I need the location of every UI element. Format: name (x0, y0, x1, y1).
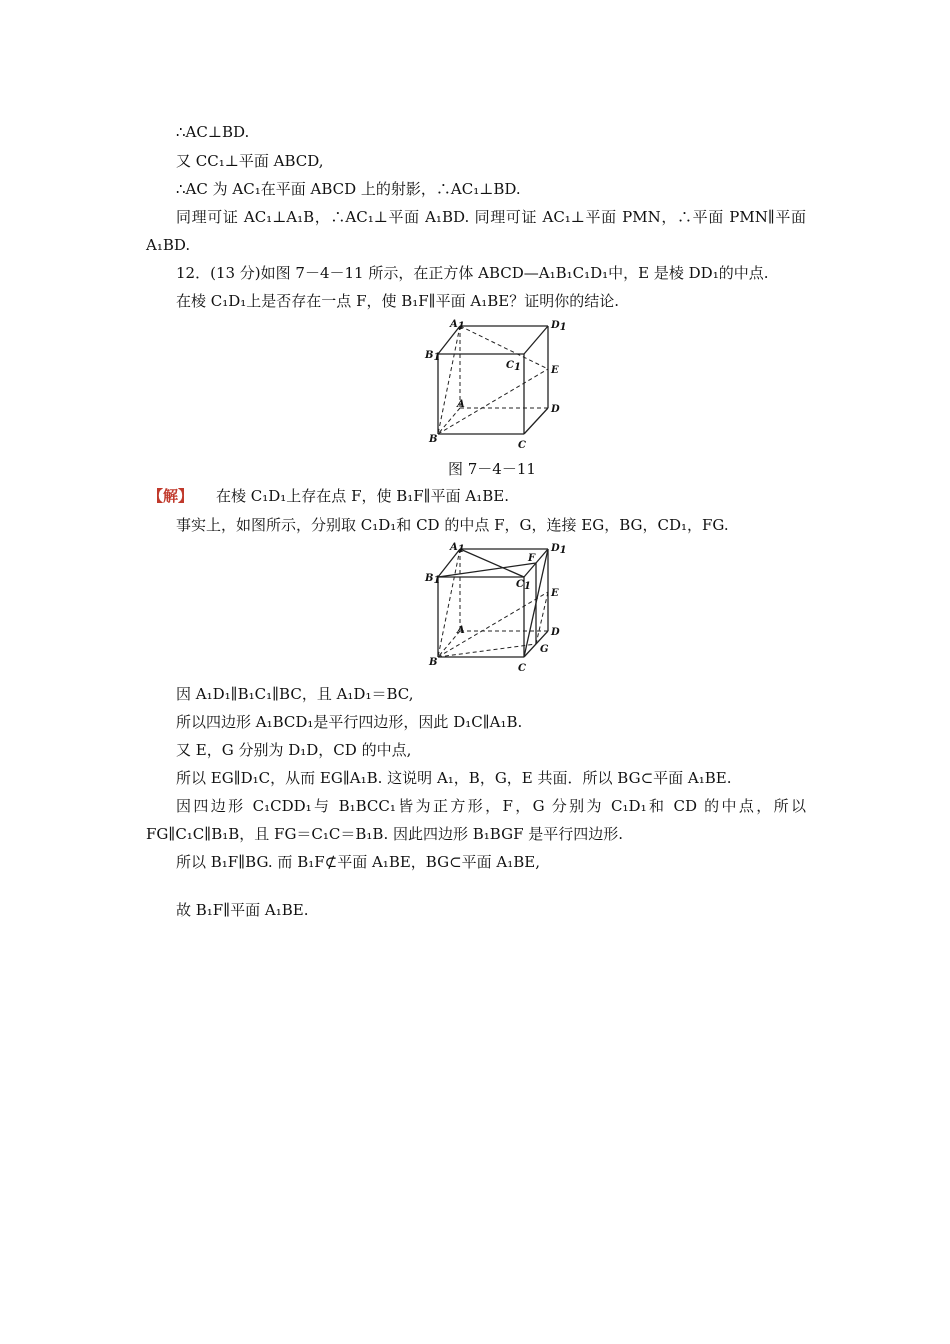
label-G: G (540, 644, 549, 655)
label-E: E (551, 588, 559, 599)
solution-line (148, 486, 509, 506)
label-A: A (457, 399, 465, 410)
solution-label: 【解】 (148, 487, 194, 505)
label-C: C (518, 440, 526, 451)
conclusion-line: 故 B₁F∥平面 A₁BE. (176, 901, 309, 919)
problem-12-question: 在棱 C₁D₁上是否存在一点 F，使 B₁F∥平面 A₁BE？证明你的结论. (176, 292, 619, 310)
label-D: D (551, 404, 560, 415)
figure-caption: 图 7－4－11 (448, 460, 536, 478)
label-E: E (551, 365, 559, 376)
text-line-10: 因 A₁D₁∥B₁C₁∥BC，且 A₁D₁＝BC, (176, 685, 414, 703)
text-line-1: ∴AC⊥BD. (176, 123, 250, 141)
text-line-5: A₁BD. (146, 236, 191, 254)
label-B1: B1 (425, 573, 441, 586)
text-line-9: 事实上，如图所示，分别取 C₁D₁和 CD 的中点 F，G，连接 EG，BG，CD₁，FG. (176, 516, 729, 534)
label-A1: A1 (450, 542, 465, 555)
text-line-14: 因四边形 C₁CDD₁与 B₁BCC₁皆为正方形，F，G 分别为 C₁D₁和 CD 的中点，所以 (176, 797, 806, 815)
label-C1: C1 (516, 579, 531, 592)
label-D: D (551, 627, 560, 638)
text-line-15: FG∥C₁C∥B₁B，且 FG＝C₁C＝B₁B. 因此四边形 B₁BGF 是平行四边形. (146, 825, 624, 843)
label-F: F (528, 553, 536, 564)
label-B: B (429, 434, 438, 445)
label-D1: D1 (551, 543, 567, 556)
text-line-13: 所以 EG∥D₁C，从而 EG∥A₁B. 这说明 A₁，B，G，E 共面．所以 BG⊂平面 A₁BE. (176, 769, 732, 787)
cube-figure-2 (420, 539, 580, 679)
problem-12-statement: 12．(13 分)如图 7－4－11 所示，在正方体 ABCD—A₁B₁C₁D₁中，E 是棱 DD₁的中点. (176, 264, 769, 282)
text-line-11: 所以四边形 A₁BCD₁是平行四边形，因此 D₁C∥A₁B. (176, 713, 523, 731)
label-B: B (429, 657, 438, 668)
text-line-2: 又 CC₁⊥平面 ABCD, (176, 152, 324, 170)
label-C: C (518, 663, 526, 674)
solution-text: 在棱 C₁D₁上存在点 F，使 B₁F∥平面 A₁BE. (216, 487, 509, 505)
text-line-3: ∴AC 为 AC₁在平面 ABCD 上的射影，∴AC₁⊥BD. (176, 180, 521, 198)
text-line-12: 又 E，G 分别为 D₁D，CD 的中点, (176, 741, 412, 759)
cube-figure-1 (420, 316, 580, 456)
label-A1: A1 (450, 319, 465, 332)
text-line-4: 同理可证 AC₁⊥A₁B，∴AC₁⊥平面 A₁BD. 同理可证 AC₁⊥平面 PMN，∴平面 PMN∥平面 (176, 208, 806, 226)
label-C1: C1 (506, 360, 521, 373)
label-D1: D1 (551, 320, 567, 333)
label-A: A (457, 625, 465, 636)
text-line-16: 所以 B₁F∥BG. 而 B₁F⊄平面 A₁BE，BG⊂平面 A₁BE, (176, 853, 540, 871)
label-B1: B1 (425, 350, 441, 363)
